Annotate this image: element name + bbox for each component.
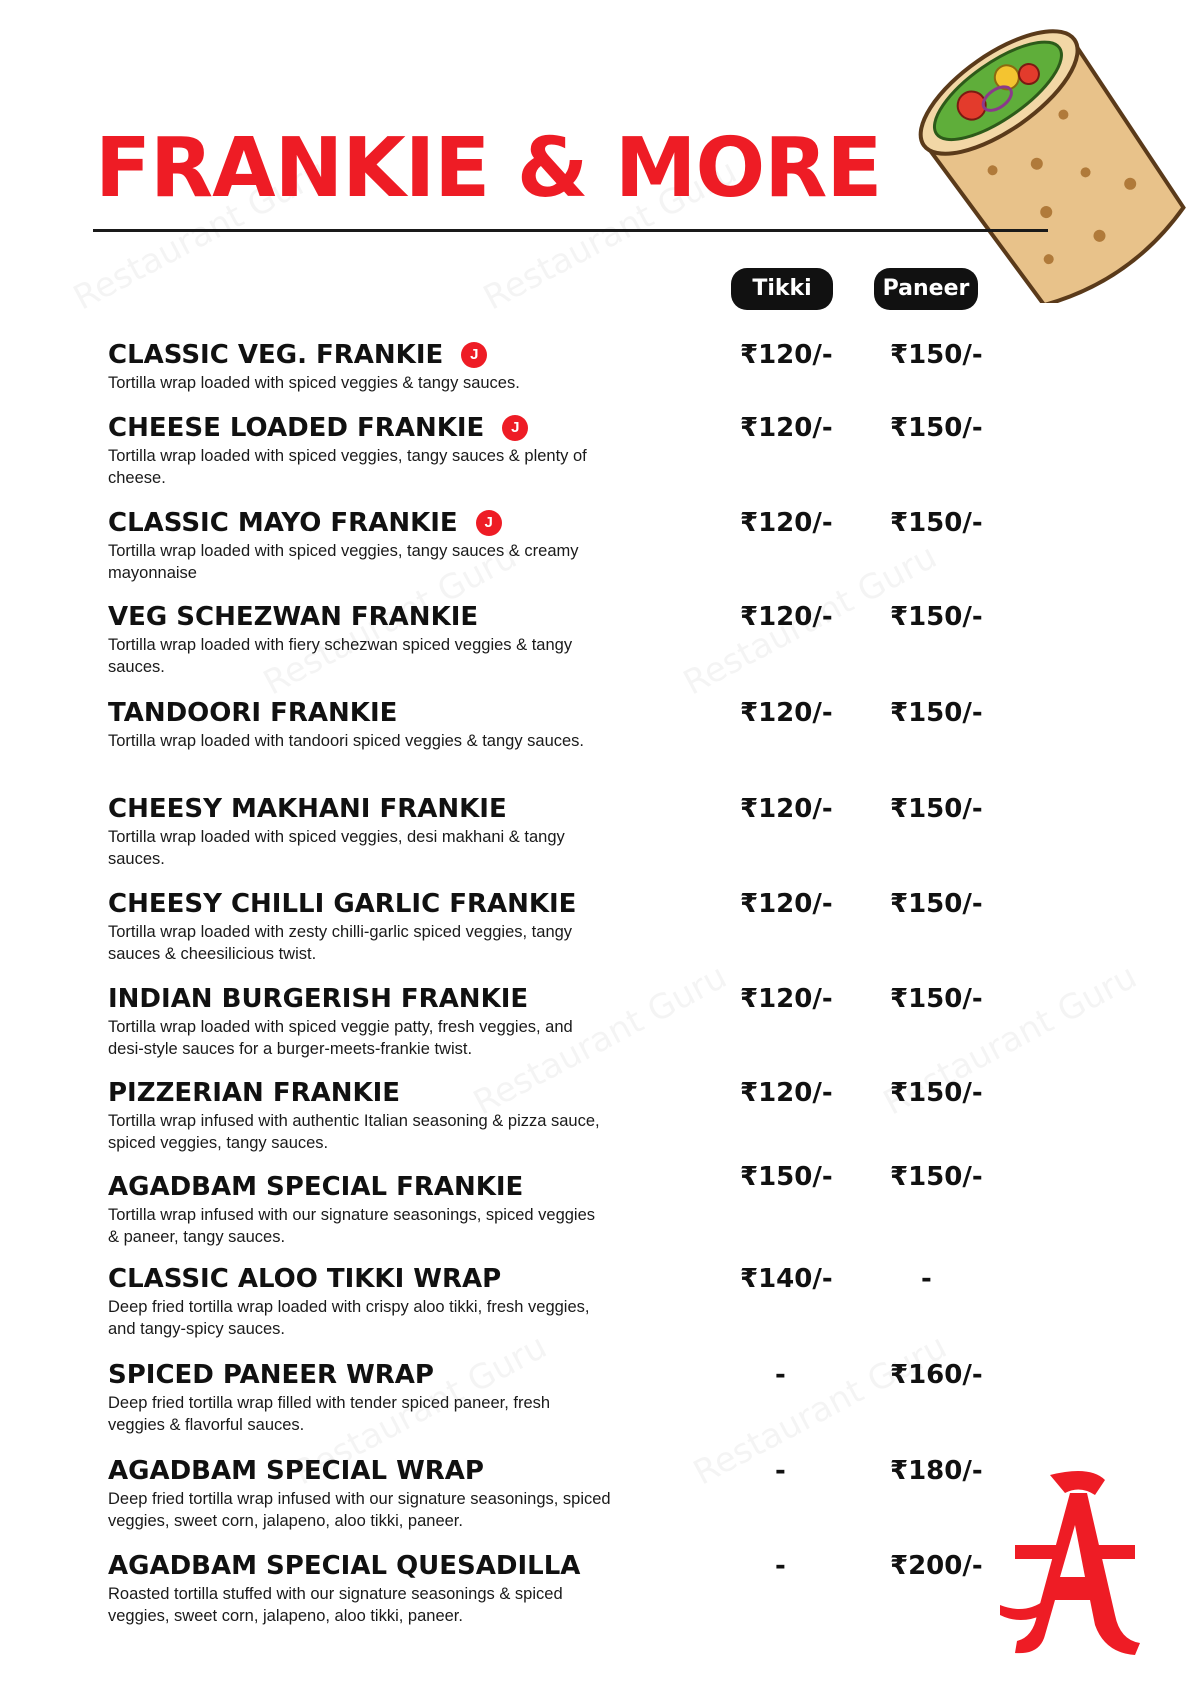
price-paneer: ₹150/-: [890, 984, 983, 1014]
menu-item: [108, 794, 708, 870]
price-tikki: ₹150/-: [740, 1162, 833, 1192]
item-name: CHEESY CHILLI GARLIC FRANKIE: [108, 889, 577, 919]
item-description: Tortilla wrap loaded with fiery schezwan spiced veggies & tangy sauces.: [108, 636, 573, 676]
menu-item: [108, 889, 708, 965]
price-paneer: ₹200/-: [890, 1551, 983, 1581]
item-name: CHEESY MAKHANI FRANKIE: [108, 794, 507, 824]
menu-item: [108, 413, 708, 489]
item-description: Deep fried tortilla wrap loaded with crispy aloo tikki, fresh veggies, and tangy-spicy sauces.: [108, 1298, 590, 1338]
item-description: Tortilla wrap infused with authentic Italian seasoning & pizza sauce, spiced veggies, tangy sauces.: [108, 1112, 600, 1152]
item-description: Tortilla wrap loaded with tandoori spiced veggies & tangy sauces.: [108, 732, 585, 750]
item-name: AGADBAM SPECIAL WRAP: [108, 1456, 484, 1486]
price-tikki: ₹120/-: [740, 413, 833, 443]
price-tikki: ₹120/-: [740, 889, 833, 919]
price-paneer: ₹150/-: [890, 508, 983, 538]
menu-item: [108, 1172, 708, 1248]
price-tikki: ₹120/-: [740, 602, 833, 632]
menu-item: [108, 602, 708, 678]
price-paneer: ₹150/-: [890, 340, 983, 370]
menu-item: [108, 1078, 708, 1154]
price-tikki: -: [775, 1551, 786, 1581]
price-paneer: ₹150/-: [890, 413, 983, 443]
item-description: Deep fried tortilla wrap filled with tender spiced paneer, fresh veggies & flavorful sauces.: [108, 1394, 551, 1434]
menu-item: [108, 1456, 708, 1532]
item-name: SPICED PANEER WRAP: [108, 1360, 434, 1390]
item-name: VEG SCHEZWAN FRANKIE: [108, 602, 479, 632]
price-paneer: ₹150/-: [890, 698, 983, 728]
item-name: AGADBAM SPECIAL FRANKIE: [108, 1172, 524, 1202]
item-name: CLASSIC ALOO TIKKI WRAP: [108, 1264, 502, 1294]
item-description: Tortilla wrap loaded with spiced veggies & tangy sauces.: [108, 374, 520, 392]
price-paneer: ₹150/-: [890, 1162, 983, 1192]
price-paneer: ₹160/-: [890, 1360, 983, 1390]
item-description: Roasted tortilla stuffed with our signature seasonings & spiced veggies, sweet corn, jalapeno, aloo tikki, paneer.: [108, 1585, 563, 1625]
jain-badge: J: [461, 342, 487, 368]
price-tikki: ₹120/-: [740, 1078, 833, 1108]
price-tikki: ₹120/-: [740, 794, 833, 824]
item-description: Deep fried tortilla wrap infused with our signature seasonings, spiced veggies, sweet corn, jalapeno, aloo tikki, paneer.: [108, 1490, 611, 1530]
price-paneer: ₹180/-: [890, 1456, 983, 1486]
price-tikki: -: [775, 1360, 786, 1390]
menu-item: [108, 1551, 708, 1627]
price-tikki: -: [775, 1456, 786, 1486]
menu-item: [108, 984, 708, 1060]
column-header-paneer: Paneer: [874, 268, 978, 310]
menu-item: [108, 698, 708, 752]
item-description: Tortilla wrap infused with our signature seasonings, spiced veggies & paneer, tangy sauces.: [108, 1206, 596, 1246]
item-name: CLASSIC VEG. FRANKIE: [108, 340, 444, 370]
column-header-tikki: Tikki: [731, 268, 833, 310]
price-tikki: ₹120/-: [740, 698, 833, 728]
jain-badge: J: [502, 415, 528, 441]
item-description: Tortilla wrap loaded with spiced veggies, tangy sauces & plenty of cheese.: [108, 447, 587, 487]
item-name: TANDOORI FRANKIE: [108, 698, 398, 728]
price-paneer: ₹150/-: [890, 889, 983, 919]
price-tikki: ₹120/-: [740, 340, 833, 370]
item-name: PIZZERIAN FRANKIE: [108, 1078, 401, 1108]
item-description: Tortilla wrap loaded with zesty chilli-garlic spiced veggies, tangy sauces & cheesilicious twist.: [108, 923, 573, 963]
menu-item: [108, 1360, 708, 1436]
item-description: Tortilla wrap loaded with spiced veggies, desi makhani & tangy sauces.: [108, 828, 565, 868]
title-divider: [93, 229, 1048, 232]
item-description: Tortilla wrap loaded with spiced veggie patty, fresh veggies, and desi-style sauces for a burger-meets-frankie twist.: [108, 1018, 573, 1058]
menu-item: [108, 508, 708, 584]
price-paneer: ₹150/-: [890, 602, 983, 632]
price-paneer: ₹150/-: [890, 794, 983, 824]
frankie-wrap-illustration: [895, 18, 1191, 303]
menu-item: [108, 340, 708, 394]
item-description: Tortilla wrap loaded with spiced veggies, tangy sauces & creamy mayonnaise: [108, 542, 579, 582]
menu-item: [108, 1264, 708, 1340]
item-name: CHEESE LOADED FRANKIE: [108, 413, 485, 443]
item-name: AGADBAM SPECIAL QUESADILLA: [108, 1551, 581, 1581]
price-paneer: -: [921, 1264, 932, 1294]
price-tikki: ₹140/-: [740, 1264, 833, 1294]
jain-badge: J: [476, 510, 502, 536]
agadbam-logo: [995, 1465, 1145, 1660]
price-tikki: ₹120/-: [740, 508, 833, 538]
price-tikki: ₹120/-: [740, 984, 833, 1014]
page-title: FRANKIE & MORE: [95, 121, 882, 216]
item-name: INDIAN BURGERISH FRANKIE: [108, 984, 529, 1014]
price-paneer: ₹150/-: [890, 1078, 983, 1108]
item-name: CLASSIC MAYO FRANKIE: [108, 508, 458, 538]
